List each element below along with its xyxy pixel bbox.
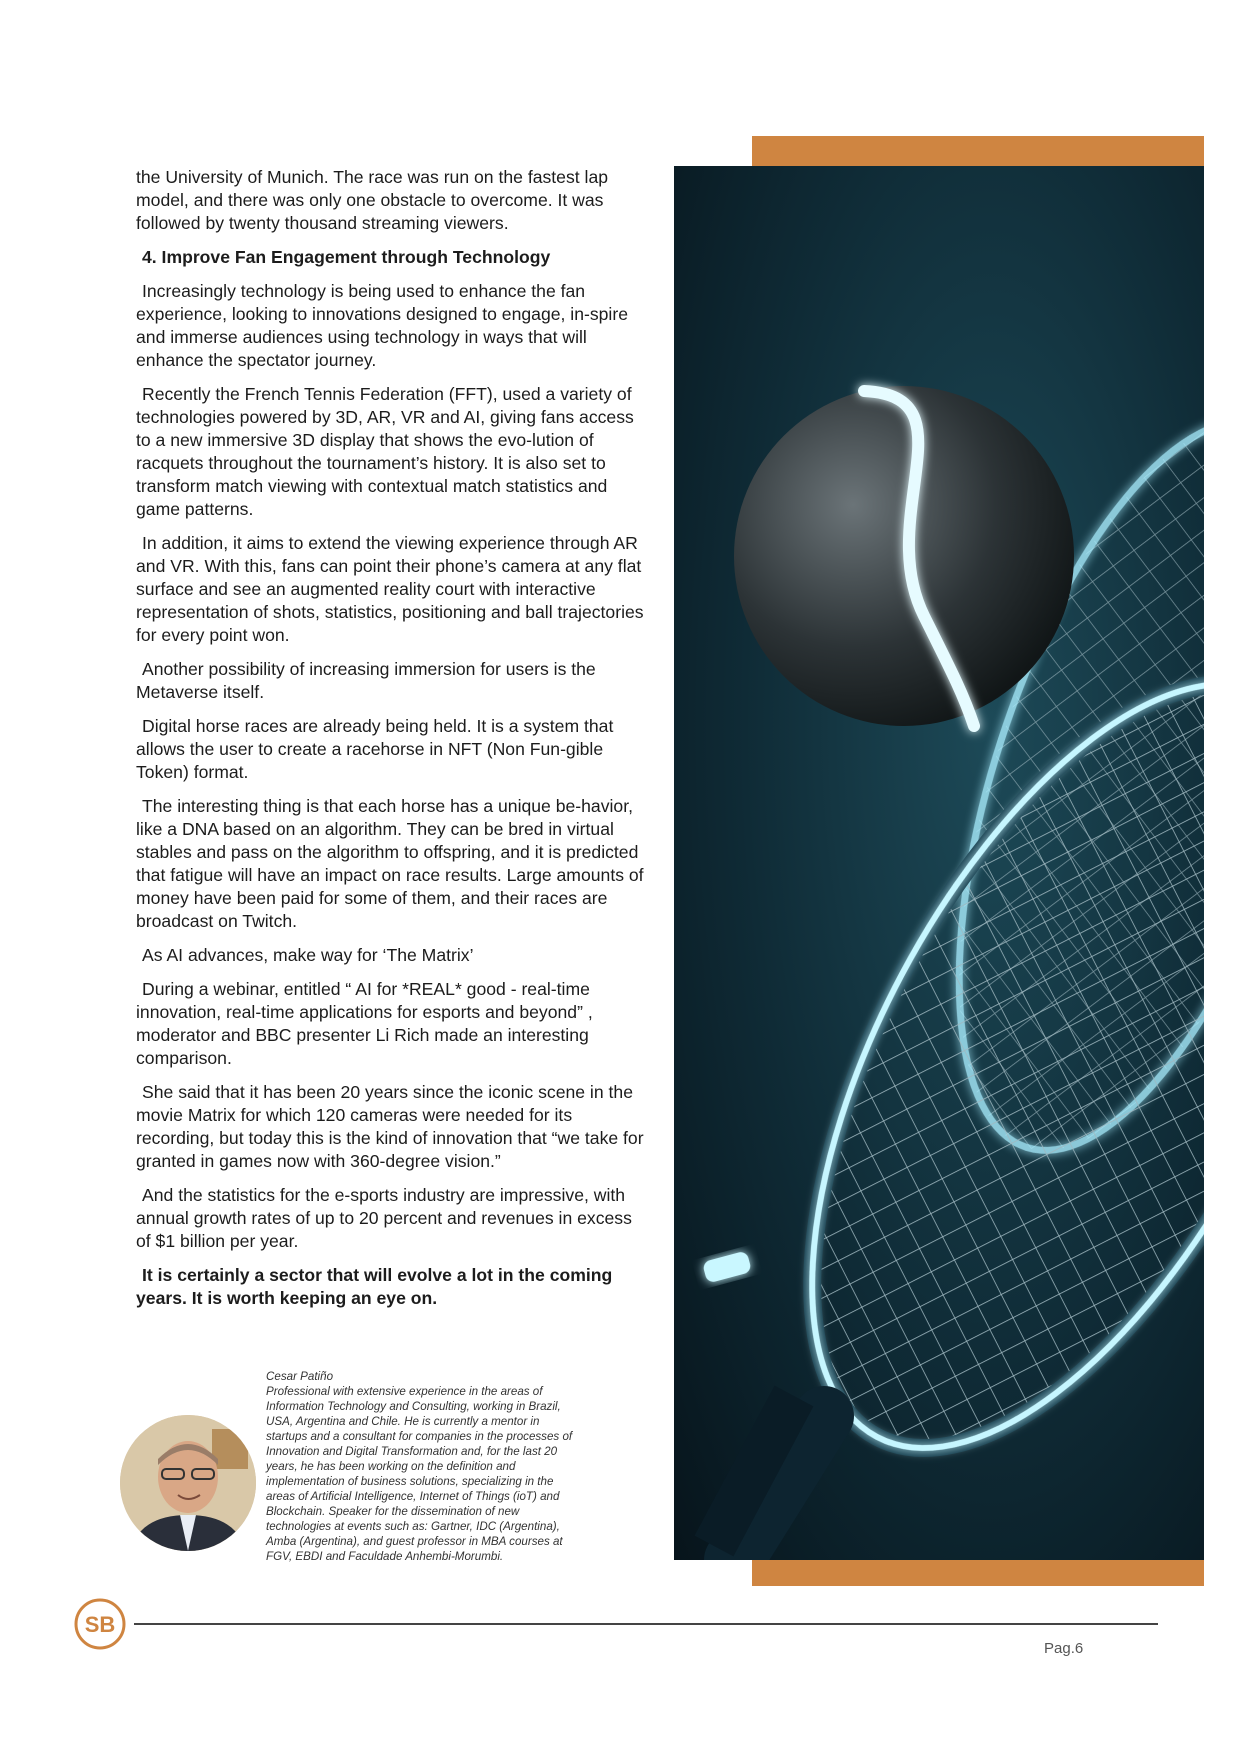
footer-divider bbox=[134, 1623, 1158, 1625]
sb-logo-icon bbox=[73, 1597, 127, 1651]
paragraph: As AI advances, make way for ‘The Matrix’ bbox=[142, 945, 474, 965]
paragraph: And the statistics for the e-sports industry are impressive, with annual growth rates of up to 20 percent and revenues in excess of $1 billion per year. bbox=[136, 1185, 632, 1251]
author-bio bbox=[266, 1369, 576, 1564]
tennis-illustration bbox=[674, 166, 1204, 1560]
page-number: Pag.6 bbox=[1044, 1640, 1084, 1657]
logo-text: SB bbox=[84, 1612, 116, 1637]
author-description: Professional with extensive experience in the areas of Information Technology and Consulting, working in Brazil, USA, Argentina and Chile. He is currently a mentor in startups and a consultant for companies in the processes of Innovation and Digital Transformation and, for the last 20 years, he has been working on the definition and implementation of business solutions, specializing in the areas of Artificial Intelligence, Internet of Things (ioT) and Blockchain. Speaker for the dissemination of new technologies at events such as: Gartner, IDC (Argentina), Amba (Argentina), and guest professor in MBA courses at FGV, EBDI and Faculdade Anhembi-Morumbi. bbox=[266, 1385, 573, 1563]
paragraph: She said that it has been 20 years since the iconic scene in the movie Matrix for which 120 cameras were needed for its recording, but today this is the kind of innovation that “we take for granted in games now with 360-degree vision.” bbox=[136, 1082, 644, 1171]
article-body bbox=[136, 166, 646, 1321]
author-name: Cesar Patiño bbox=[266, 1370, 334, 1383]
paragraph: Digital horse races are already being held. It is a system that allows the user to create a racehorse in NFT (Non Fun-gible Token) format. bbox=[136, 716, 614, 782]
paragraph: the University of Munich. The race was run on the fastest lap model, and there was only one obstacle to overcome. It was followed by twenty thousand streaming viewers. bbox=[136, 167, 609, 233]
avatar bbox=[120, 1415, 256, 1551]
racket-glow-band bbox=[702, 1250, 752, 1283]
paragraph: Recently the French Tennis Federation (FFT), used a variety of technologies powered by 3D, AR, VR and AI, giving fans access to a new immersive 3D display that shows the evo-lution of racquets throughout the tournament’s history. It is also set to transform match viewing with contextual match statistics and game patterns. bbox=[136, 384, 634, 519]
paragraph: The interesting thing is that each horse has a unique be-havior, like a DNA based on an algorithm. They can be bred in virtual stables and pass on the algorithm to offspring, and it is predicted that fatigue will have an impact on race results. Large amounts of money have been paid for some of them, and their races are broadcast on Twitch. bbox=[136, 796, 644, 931]
closing-paragraph: It is certainly a sector that will evolve a lot in the coming years. It is worth keeping an eye on. bbox=[136, 1265, 613, 1308]
paragraph: During a webinar, entitled “ AI for *REAL* good - real-time innovation, real-time applications for esports and beyond” , moderator and BBC presenter Li Rich made an interesting comparison. bbox=[136, 979, 593, 1068]
paragraph: Increasingly technology is being used to enhance the fan experience, looking to innovations designed to engage, in-spire and immerse audiences using technology in ways that will enhance the spectator journey. bbox=[136, 281, 628, 370]
tennis-racket-ball-image bbox=[674, 166, 1204, 1560]
section-heading: 4. Improve Fan Engagement through Technology bbox=[142, 247, 551, 267]
author-portrait bbox=[120, 1415, 256, 1551]
paragraph: Another possibility of increasing immersion for users is the Metaverse itself. bbox=[136, 659, 596, 702]
paragraph: In addition, it aims to extend the viewing experience through AR and VR. With this, fans can point their phone’s camera at any flat surface and see an augmented reality court with interactive representation of shots, statistics, positioning and ball trajectories for every point won. bbox=[136, 533, 644, 645]
